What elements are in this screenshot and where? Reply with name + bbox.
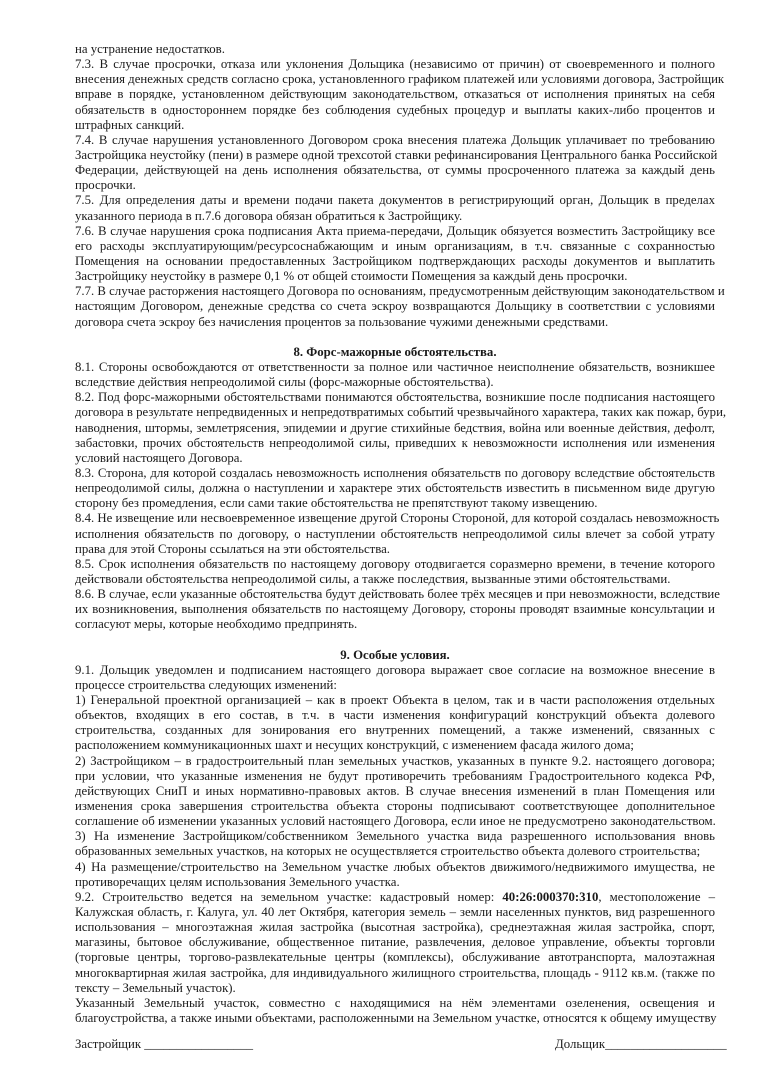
blank-line <box>75 330 715 345</box>
text-line: штрафных санкций. <box>75 117 185 132</box>
contract-page-body <box>75 42 727 1026</box>
paragraph-8-1 <box>75 360 715 390</box>
paragraph-7-7 <box>75 284 725 329</box>
text-line: согласуют меры, которые необходимо предпринять. <box>75 617 358 632</box>
text-line: настоящим Договором, денежные средства со счета эскроу возвращаются Дольщику в соответствии с условиями <box>75 299 715 314</box>
text-line: многоквартирная жилая застройка, для индивидуального жилищного строительства, площадь - 9112 кв.м. (также по <box>75 965 715 980</box>
text-line: их возникновения, выполнения обязательств по настоящему Договору, стороны проводят взаимные консультации и <box>75 602 715 617</box>
text-line: просрочки. <box>75 178 136 193</box>
text-line: строительства, созданных для зонирования его внутренних помещений, а также изменений, связанных с <box>75 723 715 738</box>
text-line: 7.3. В случае просрочки, отказа или уклонения Дольщика (независимо от причин) от своевременного и полного <box>75 57 715 72</box>
shareholder-signature-line: Дольщик___________________ <box>555 1037 727 1051</box>
text-line: договора в результате непредвиденных и непредотвратимых событий чрезвычайного характера, таких как пожар, бури, <box>75 405 727 420</box>
text-line: противоречащих целям использования Земельного участка. <box>75 874 400 889</box>
paragraph-7-5 <box>75 193 715 223</box>
text-line: сторону без промедления, если сами такие обстоятельства не препятствуют такому извещению. <box>75 496 598 511</box>
text-line: расположением коммуникационных шахт и несущих конструкций, с изменением фасада жилого дома; <box>75 738 634 753</box>
text-line: указанного периода в п.7.6 договора обязан обратиться к Застройщику. <box>75 208 463 223</box>
text-line: 7.6. В случае нарушения срока подписания Акта приема-передачи, Дольщик обязуется возместить Застройщику все <box>75 223 715 238</box>
text-line: соглашение об изменении указанных условий настоящего Договора, если иное не предусмотрено законодательством. <box>75 814 716 829</box>
text-line: действовали обстоятельства непреодолимой силы, а также последствия, вызванные этими обстоятельствами. <box>75 571 671 586</box>
text-line: процессе строительства следующих изменений: <box>75 677 337 692</box>
text-line: Застройщика неустойку (пени) в размере одной трехсотой ставки рефинансирования Центрального банка Российской <box>75 147 718 162</box>
paragraph-7-3 <box>75 57 725 133</box>
text-line: 7.4. В случае нарушения установленного Договором срока внесения платежа Дольщик уплачивает по требованию <box>75 132 715 147</box>
text-line: 8.4. Не извещение или несвоевременное извещение другой Стороны Стороной, для которой создалась невозможность <box>75 511 720 526</box>
text-line: вправе в порядке, установленном действующим законодательством, отказаться от исполнения принятых на себя <box>75 87 715 102</box>
paragraph-9-2 <box>75 890 715 996</box>
text-line: использования – многоэтажная жилая застройка (высотная застройка), среднеэтажная жилая застройка, спорт, <box>75 920 715 935</box>
paragraph-7-2-end <box>75 42 715 57</box>
text-line: 9.2. Строительство ведется на земельном участке: кадастровый номер: 40:26:000370:310, местоположение – <box>75 889 716 904</box>
text-line: 2) Застройщиком – в градостроительный план земельных участков, указанных в пункте 9.2. настоящего договора; <box>75 753 715 768</box>
text-line: вследствие действия непреодолимой силы (форс-мажорные обстоятельства). <box>75 375 494 390</box>
text-line: наводнения, штормы, землетрясения, эпидемии и другие стихийные бедствия, война или военные действия, дефолт, <box>75 420 715 435</box>
text-line: 3) На изменение Застройщиком/собственником Земельного участка вида разрешенного использования вновь <box>75 829 715 844</box>
text-line: 8.1. Стороны освобождаются от ответственности за полное или частичное неисполнение обязательств, возникшее <box>75 359 715 374</box>
paragraph-7-6 <box>75 224 715 285</box>
text-line: 8.3. Сторона, для которой создалась невозможность исполнения обязательств по договору вследствие обстоятельств <box>75 465 715 480</box>
paragraph-8-4 <box>75 511 720 556</box>
paragraph-8-2 <box>75 390 727 466</box>
text-line: действующих СниП и иных нормативно-правовых актов. В случае внесения изменений в план Помещения или <box>75 783 715 798</box>
paragraph-9-2-common-property <box>75 996 715 1026</box>
text-line: внесения денежных средств согласно срока, установленного графиком платежей или условиями договора, Застройщик <box>75 72 725 87</box>
paragraph-8-5 <box>75 557 715 587</box>
text-line: 8.6. В случае, если указанные обстоятельства будут действовать более трёх месяцев и при невозможности, вследствие <box>75 587 720 602</box>
text-line: изменения срока завершения строительства объекта стороны подписывают соответствующее дополнительное <box>75 799 715 814</box>
text-line: условий настоящего Договора. <box>75 450 243 465</box>
text-line: 7.7. В случае расторжения настоящего Договора по основаниям, предусмотренным действующим законодательством и <box>75 284 725 299</box>
paragraph-8-6 <box>75 587 720 632</box>
text-line: при условии, что указанные изменения не будут противоречить требованиям Градостроительного кодекса РФ, <box>75 768 715 783</box>
text-line: 1) Генеральной проектной организацией – как в проект Объекта в целом, так и в части расположения отдельных <box>75 693 715 708</box>
list-item-4 <box>75 860 715 890</box>
paragraph-7-4 <box>75 132 718 194</box>
text-line: 4) На размещение/строительство на Земельном участке любых объектов движимого/недвижимого имущества, не <box>75 859 715 874</box>
text-line: Федерации, действующей на день исполнения обязательства, от суммы просроченного платежа за каждый день <box>75 163 715 178</box>
cadastral-number: 40:26:000370:310 <box>502 889 599 904</box>
developer-signature-line: Застройщик _________________ <box>75 1037 254 1051</box>
text-line: непреодолимой силы, должна о наступлении и характере этих обстоятельств известить в письменном виде другую <box>75 481 715 496</box>
text-line: обязательств в одностороннем порядке без соблюдения судебных процедур и выплаты каких-либо процентов и <box>75 102 715 117</box>
list-item-2 <box>75 754 715 830</box>
text-line: Помещения на основании предоставленных Застройщиком подтверждающих расходы документов и выплатить <box>75 253 715 268</box>
text-line: (торговые центры, торгово-развлекательные центры (комплексы), обслуживание автотранспорта, малоэтажная <box>75 950 715 965</box>
blank-line <box>75 632 715 647</box>
text-line: образованных земельных участков, на которых не осуществляется строительство объекта долевого строительства; <box>75 844 701 859</box>
text-line: исполнения обязательств по договору, о наступлении обстоятельств непреодолимой силы влечет за собой утрату <box>75 526 715 541</box>
section-8-heading: 8. Форс-мажорные обстоятельства. <box>293 344 497 359</box>
text-line: 8.5. Срок исполнения обязательств по настоящему договору отодвигается соразмерно времени, в течение которого <box>75 556 715 571</box>
text-line: Калужская область, г. Калуга, ул. 40 лет Октября, категория земель – земли населенных пунктов, вид разрешенного <box>75 905 715 920</box>
section-9-heading: 9. Особые условия. <box>340 647 450 662</box>
list-item-3 <box>75 829 715 859</box>
text-line: Указанный Земельный участок, совместно с находящимися на нём элементами озеленения, освещения и <box>75 995 715 1010</box>
text-line: Застройщику неустойку в размере 0,1 % от общей стоимости Помещения за каждый день просрочки. <box>75 269 628 284</box>
text-line: его расходы эксплуатирующим/ресурсоснабжающим и иным организациям, в т.ч. связанные с сохранностью <box>75 238 715 253</box>
text-line: договора счета эскроу без начисления процентов за пользование чужими денежными средствами. <box>75 314 609 329</box>
text-line: объектов, входящих в его состав, в т.ч. в части изменения конфигураций конструкций объекта долевого <box>75 708 715 723</box>
text-line: благоустройства, а также иными объектами, расположенными на Земельном участке, относятся к общему имуществу <box>75 1011 717 1025</box>
text-line: 9.1. Дольщик уведомлен и подписанием настоящего договора выражает свое согласие на возможное внесение в <box>75 662 715 677</box>
text-line: забастовки, прочих обстоятельств непреодолимой силы, приведших к невозможности исполнения или изменения <box>75 435 715 450</box>
text-line: 8.2. Под форс-мажорными обстоятельствами понимаются обстоятельства, возникшие после подписания настоящего <box>75 390 715 405</box>
text-line: права для этой Стороны ссылаться на эти обстоятельства. <box>75 541 390 556</box>
text-line: магазины, бытовое обслуживание, общественное питание, развлечения, деловое управление, объекты торговли <box>75 935 715 950</box>
text-line: 7.5. Для определения даты и времени подачи пакета документов в регистрирующий орган, Дольщик в пределах <box>75 193 715 208</box>
text-line: тексту – Земельный участок). <box>75 980 236 995</box>
paragraph-9-1 <box>75 663 715 693</box>
text-line: на устранение недостатков. <box>75 42 225 56</box>
paragraph-8-3 <box>75 466 715 511</box>
list-item-1 <box>75 693 715 754</box>
